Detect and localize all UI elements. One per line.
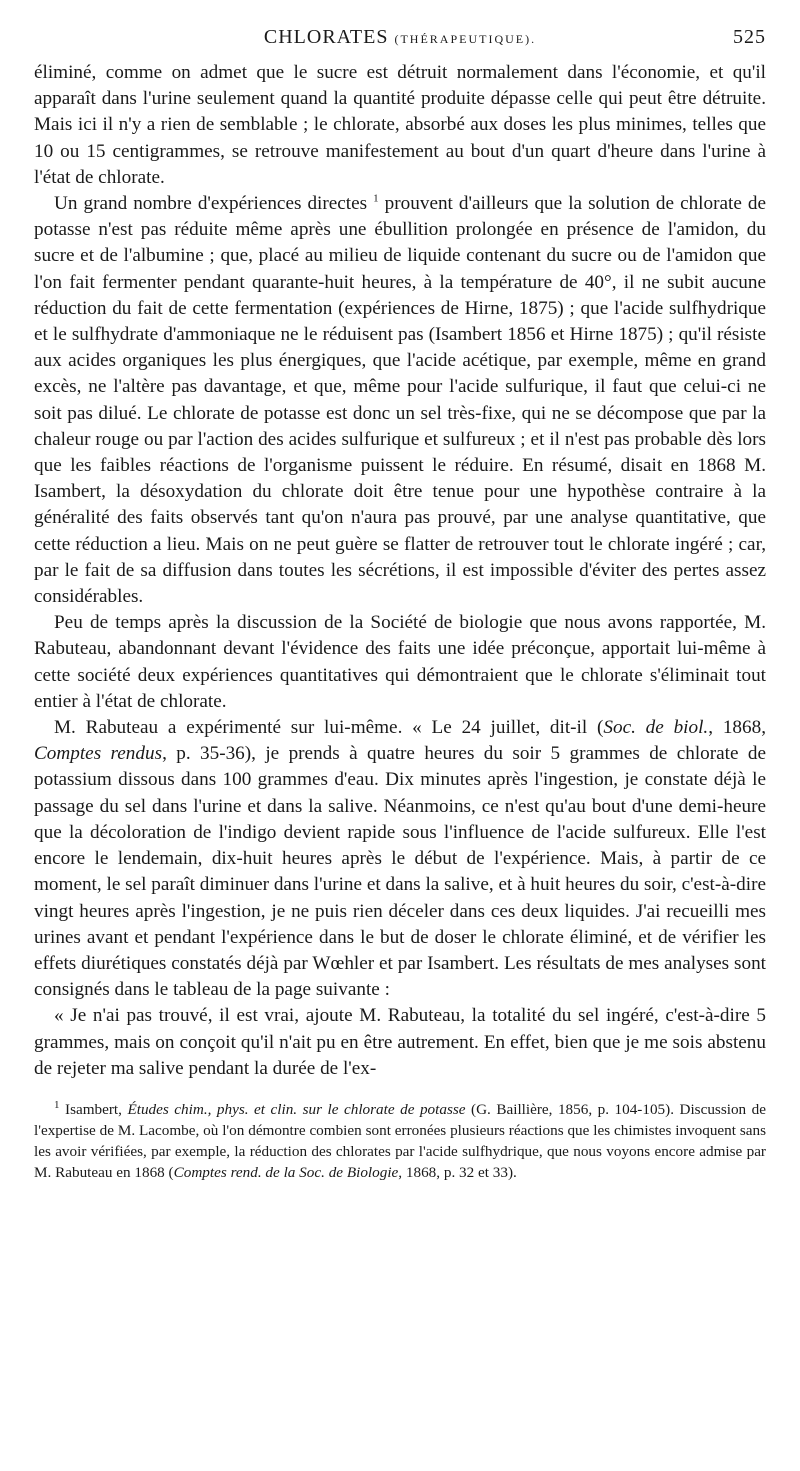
footnotes	[34, 1099, 766, 1183]
paragraph-text: M. Rabuteau a expérimenté sur lui-même. « Le 24 juillet, dit-il (	[54, 717, 604, 739]
paragraph-text: Un grand nombre d'expériences directes	[54, 193, 368, 215]
footnote-text: (G. Baillière, 1856, p. 104-105). Discussion de l'expertise de M. Lacombe, où l'on démontre combien sont erronées plusieurs réactions que les chimistes invoquent sans les avoir vérifiées, par exemple, la réduction des chlorates par l'acide sulfhydrique, que nous voyons encore admise par M. Rabuteau en 1868 (	[34, 1100, 766, 1181]
paragraph-text: , 1868,	[708, 717, 766, 739]
citation-title: Comptes rendus	[34, 743, 163, 765]
footnote-citation: Études chim., phys. et clin. sur le chlorate de potasse	[127, 1100, 466, 1118]
paragraph-continued: éliminé, comme on admet que le sucre est détruit normalement dans l'économie, et qu'il apparaît dans l'urine seulement quand la quantité produite dépasse celle qui peut être détruite. Mais ici il n'y a rien de semblable ; le chlorate, absorbé aux doses les plus minimes, telles que 10 ou 15 centigrammes, se retrouve manifestement au bout d'un quart d'heure dans l'urine à l'état de chlorate.	[34, 62, 766, 188]
paragraph-text: prouvent d'ailleurs que la solution de chlorate de potasse n'est pas réduite même après une ébullition prolongée en présence de l'amidon, du sucre et de l'albumine ; que, placé au milieu de liquide contenant du sucre ou de l'amidon que l'on fait fermenter pendant quarante-huit heures, à la température de 40°, il ne subit aucune réduction du fait de cette fermentation (expériences de Hirne, 1875) ; que l'acide sulfhydrique et le sulfhydrate d'ammoniaque ne le réduisent pas (Isambert 1856 et Hirne 1875) ; qu'il résiste aux acides organiques les plus énergiques, que l'acide acétique, par exemple, même en grand excès, ne l'altère pas davantage, et que, même pour l'acide sulfurique, il faut que celui-ci ne soit pas dilué. Le chlorate de potasse est donc un sel très-fixe, qui ne se décompose que par la chaleur rouge ou par l'action des acides sulfurique et sulfureux ; et il n'est pas probable dès lors que les faibles réactions de l'organisme puissent le réduire. En résumé, disait en 1868 M. Isambert, la désoxydation du chlorate doit être tenue pour une hypothèse contraire à la généralité des faits observés tant qu'on n'aura pas prouvé, par une analyse quantitative, que cette réduction a lieu. Mais on ne peut guère se flatter de retrouver tout le chlorate ingéré ; car, par le fait de sa diffusion dans toutes les sécrétions, il est impossible d'éviter des pertes assez considérables.	[34, 193, 766, 608]
paragraph	[34, 191, 766, 610]
footnote-reference: 1	[373, 192, 379, 205]
footnote-text: Isambert,	[59, 1100, 128, 1118]
running-head-main: CHLORATES	[263, 26, 389, 48]
paragraph: Peu de temps après la discussion de la Société de biologie que nous avons rapportée, M. Rabuteau, abandonnant devant l'évidence des faits une idée préconçue, apportait lui-même à cette société deux expériences quantitatives qui démontraient que le chlorate s'éliminait tout entier à l'état de chlorate.	[34, 612, 766, 712]
running-head	[34, 26, 766, 60]
citation-title: Soc. de biol.	[603, 717, 709, 739]
paragraph: « Je n'ai pas trouvé, il est vrai, ajoute M. Rabuteau, la totalité du sel ingéré, c'est-à-dire 5 grammes, mais on conçoit qu'il n'ait pu en être autrement. En effet, bien que je me sois abstenu de rejeter ma salive pendant la durée de l'ex-	[34, 1005, 766, 1079]
running-head-title	[34, 26, 766, 49]
footnote-citation: Comptes rend. de la Soc. de Biologie	[173, 1163, 399, 1181]
book-page	[34, 26, 766, 1183]
footnote-text: , 1868, p. 32 et 33).	[398, 1163, 517, 1181]
footnote	[34, 1099, 766, 1183]
paragraph-text: , p. 35-36), je prends à quatre heures du soir 5 grammes de chlorate de potassium dissous dans 100 grammes d'eau. Dix minutes après l'ingestion, je constate déjà le passage du sel dans l'urine et dans la salive. Néanmoins, ce n'est qu'au bout d'une demi-heure que la décoloration de l'indigo devient rapide sous l'influence de l'acide sulfureux. Elle l'est encore le lendemain, dix-huit heures après le début de l'expérience. Mais, à partir de ce moment, le sel paraît diminuer dans l'urine et dans la salive, et à huit heures du soir, c'est-à-dire vingt heures après l'ingestion, je ne puis rien déceler dans ces deux liquides. J'ai recueilli mes urines avant et pendant l'expérience dans le but de doser le chlorate éliminé, et de vérifier les effets diurétiques constatés déjà par Wœhler et par Isambert. Les résultats de mes analyses sont consignés dans le tableau de la page suivante :	[34, 743, 766, 1001]
paragraph	[34, 715, 766, 1003]
running-head-subtitle: (THÉRAPEUTIQUE).	[394, 32, 537, 46]
body-text	[34, 60, 766, 1082]
footnote-marker: 1	[54, 1098, 60, 1111]
page-number: 525	[733, 26, 766, 48]
